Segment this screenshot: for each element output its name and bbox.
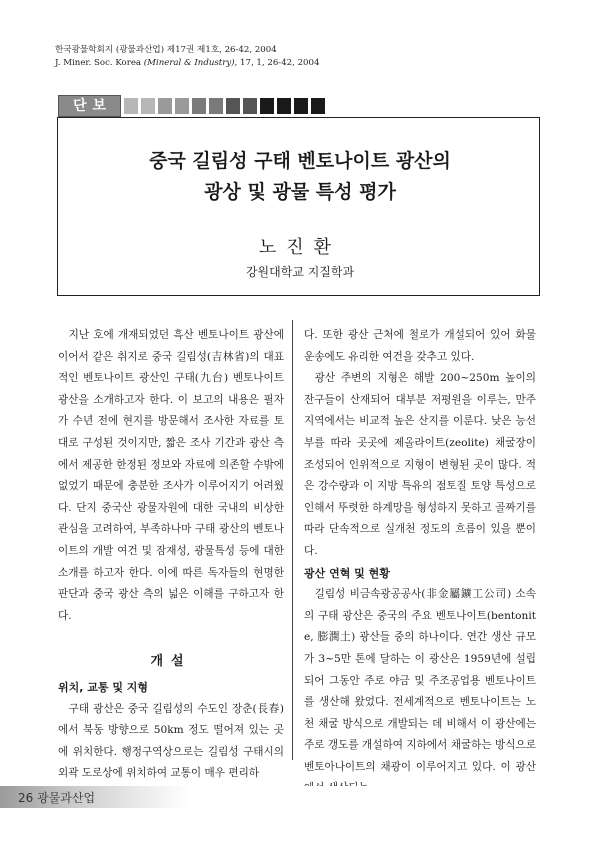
decor-square xyxy=(209,98,223,114)
title-line-2: 광상 및 광물 특성 평가 xyxy=(204,181,396,203)
left-column xyxy=(58,325,284,785)
journal-header xyxy=(55,44,319,70)
journal-header-korean: 한국광물학회지 (광물과산업) 제17권 제1호, 26-42, 2004 xyxy=(55,45,277,55)
decor-square xyxy=(294,98,308,114)
decor-square xyxy=(226,98,240,114)
column-divider xyxy=(292,320,293,760)
article-title xyxy=(0,146,600,208)
article-type-label: 단보 xyxy=(58,95,121,117)
intro-paragraph: 지난 호에 개재되었던 흑산 벤토나이트 광산에 이어서 같은 취지로 중국 길림성(吉林省)의 대표적인 벤토나이트 광산인 구태(九台) 벤토나이트 광산을 소개하고자 한다. 이 보고의 내용은 필자가 수년 전에 현지를 방문해서 조사한 자료를 토대로 구성된 것이지만, 짧은 조사 기간과 광산 측에서 제공한 한정된 정보와 자료에 의존할 수밖에 없었기 때문에 충분한 조사가 이루어지기 어려웠다. 단지 중국산 광물자원에 대한 국내의 비상한 관심을 고려하여, 부족하나마 구태 광산의 벤토나이트의 개발 여건 및 잠재성, 광물특성 등에 대한 소개를 하고자 한다. 이에 따른 독자들의 현명한 판단과 중국 광산 측의 넓은 이해를 구하고자 한다. xyxy=(58,329,284,622)
decor-square xyxy=(277,98,291,114)
decor-square xyxy=(141,98,155,114)
decor-square xyxy=(158,98,172,114)
decor-square xyxy=(260,98,274,114)
author-affiliation: 강원대학교 지질학과 xyxy=(245,265,355,279)
location-paragraph: 구태 광산은 중국 길림성의 수도인 장춘(長春)에서 북동 방향으로 50km 정도 떨어져 있는 곳에 위치한다. 행정구역상으로는 길림성 구태시의 외곽 도로상에 위치하여 교통이 매우 편리하 xyxy=(58,702,284,780)
page-footer: 26 광물과산업 xyxy=(18,791,96,805)
article-type-bar xyxy=(58,96,325,116)
decor-square xyxy=(124,98,138,114)
right-column xyxy=(304,325,536,800)
journal-header-english: J. Miner. Soc. Korea (Mineral & Industry), 17, 1, 26-42, 2004 xyxy=(55,58,320,68)
decor-square xyxy=(175,98,189,114)
decor-square xyxy=(192,98,206,114)
title-line-1: 중국 길림성 구태 벤토나이트 광산의 xyxy=(149,150,451,172)
subheading-location: 위치, 교통 및 지형 xyxy=(58,680,149,694)
decor-square xyxy=(311,98,325,114)
section-heading-overview: 개설 xyxy=(150,654,192,670)
decor-square xyxy=(243,98,257,114)
transport-paragraph: 다. 또한 광산 근처에 철로가 개설되어 있어 화물 운송에도 유리한 여건을 갖추고 있다. xyxy=(304,329,536,363)
subheading-mine-history: 광산 연혁 및 현황 xyxy=(304,566,390,580)
author-name: 노진환 xyxy=(258,237,342,258)
terrain-paragraph: 광산 주변의 지형은 해발 200~250m 높이의 잔구들이 산재되어 대부분 저평원을 이루는, 만주 지역에서는 비교적 높은 산지를 이룬다. 낮은 능선부를 따라 곳곳에 제올라이트(zeolite) 채굴장이 조성되어 인위적으로 지형이 변형된 곳이 많다. 적은 강수량과 이 지방 특유의 점토질 토양 특성으로 인해서 뚜렷한 하계망을 형성하지 못하고 골짜기를 따라 단속적으로 실개천 정도의 흐름이 있을 뿐이다. xyxy=(304,372,536,557)
mine-history-paragraph: 길림성 비금속광공공사(非金屬鑛工公司) 소속의 구태 광산은 중국의 주요 벤토나이트(bentonite, 膨潤土) 광산들 중의 하나이다. 연간 생산 규모가 3~5만 톤에 달하는 이 광산은 1959년에 설립되어 그동안 주로 야금 및 주조공업용 벤토나이트를 생산해 왔었다. 전세계적으로 벤토나이트는 노천 채굴 방식으로 개발되는 데 비해서 이 광산에는 주로 갱도를 개설하여 지하에서 채굴하는 방식으로 벤토아나이트의 채광이 이루어지고 있다. 이 광산 xyxy=(304,588,536,773)
